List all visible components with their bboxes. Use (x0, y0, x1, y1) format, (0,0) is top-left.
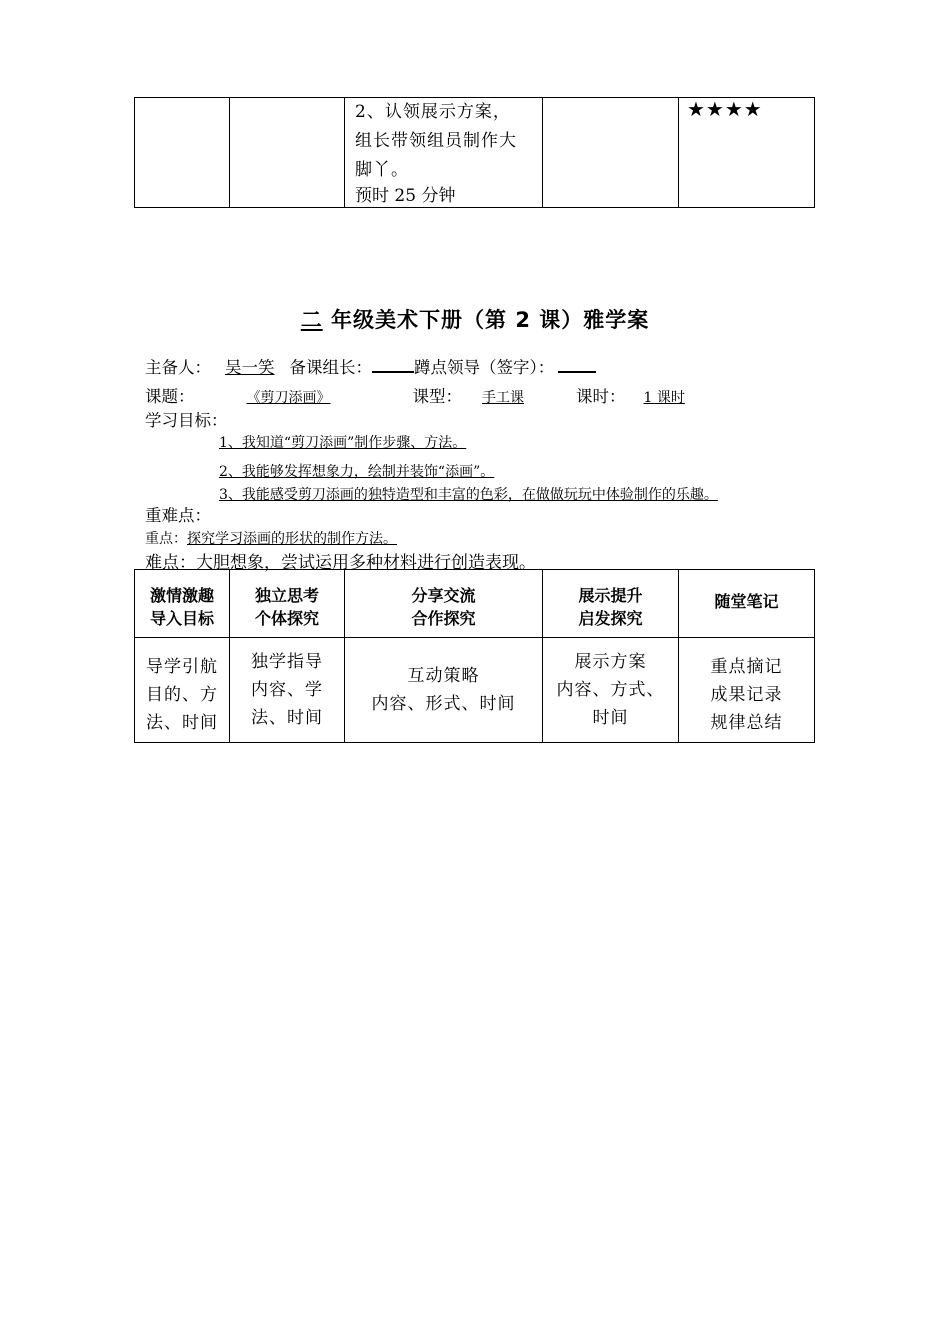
page-title (0, 304, 950, 334)
top-cell-4 (543, 98, 679, 208)
preparer-line (145, 354, 596, 378)
header-cell (543, 570, 679, 638)
title-grade: 二 (300, 308, 323, 332)
task-time-note: 预时 25 分钟 (355, 186, 456, 206)
hours-value: 1 课时 (643, 390, 685, 406)
type-value: 手工课 (482, 390, 524, 406)
difficulty-label: 重难点： (145, 506, 211, 525)
preparer-label: 主备人： (145, 358, 211, 377)
title-rest: 年级美术下册（第 2 课）雅学案 (322, 308, 650, 332)
body-line: 互动策略 (407, 666, 480, 686)
body-line: 规律总结 (710, 713, 783, 733)
leader-label: 备课组长： (289, 358, 372, 377)
body-cell (543, 638, 679, 743)
supervisor-label: 蹲点领导（签字）： (414, 358, 555, 377)
goal-item: 3、我能感受剪刀添画的独特造型和丰富的色彩，在做做玩玩中体验制作的乐趣。 (219, 487, 718, 503)
header-line: 激情激趣 (149, 585, 214, 605)
body-cell (230, 638, 345, 743)
body-line: 目的、方 (146, 685, 218, 705)
header-line: 合作探究 (411, 608, 476, 628)
header-line: 展示提升 (578, 585, 643, 605)
leader-blank (372, 357, 414, 373)
body-line: 法、时间 (251, 708, 323, 728)
header-line: 导入目标 (149, 608, 214, 628)
task-line: 组长带领组员制作大 (355, 131, 517, 151)
key-point-text: 探究学习添画的形状的制作方法。 (187, 531, 397, 547)
body-line: 导学引航 (146, 657, 218, 677)
goal-item: 2、我能够发挥想象力，绘制并装饰“添画”。 (219, 464, 495, 480)
header-cell (345, 570, 543, 638)
body-cell (679, 638, 815, 743)
goals-label: 学习目标： (145, 411, 228, 430)
body-line: 时间 (592, 708, 629, 728)
star-rating: ★★★★ (687, 97, 763, 121)
preparer-name: 吴一笑 (225, 358, 275, 377)
topic-label: 课题： (145, 387, 195, 406)
body-line: 内容、形式、时间 (371, 694, 516, 714)
top-cell-2 (230, 98, 345, 208)
hard-point-label: 难点： (145, 553, 196, 573)
top-continuation-table (134, 97, 815, 208)
lesson-info-line (145, 383, 714, 407)
type-label: 课型： (412, 387, 462, 406)
lesson-structure-table (134, 569, 815, 743)
key-point-line (145, 528, 397, 548)
key-point-label: 重点： (145, 531, 187, 547)
task-line: 2、认领展示方案， (355, 102, 511, 122)
body-line: 内容、方式、 (556, 680, 665, 700)
header-cell (135, 570, 230, 638)
topic-value: 《剪刀添画》 (246, 390, 331, 406)
hard-point-text: 大胆想象，尝试运用多种材料进行创造表现。 (196, 553, 536, 573)
body-line: 展示方案 (574, 652, 647, 672)
top-cell-1 (135, 98, 230, 208)
header-line: 独立思考 (254, 585, 319, 605)
body-line: 成果记录 (710, 685, 783, 705)
header-line: 随堂笔记 (714, 592, 779, 611)
top-cell-rating (679, 98, 815, 208)
body-line: 独学指导 (251, 652, 323, 672)
hours-label: 课时： (576, 387, 626, 406)
body-line: 法、时间 (146, 713, 218, 733)
top-cell-task (345, 98, 543, 208)
goal-item: 1、我知道“剪刀添画”制作步骤、方法。 (219, 435, 467, 451)
header-cell (230, 570, 345, 638)
supervisor-blank (558, 357, 596, 373)
body-line: 内容、学 (251, 680, 323, 700)
header-line: 个体探究 (254, 608, 319, 628)
header-cell (679, 570, 815, 638)
body-cell (135, 638, 230, 743)
header-line: 启发探究 (578, 608, 643, 628)
header-line: 分享交流 (411, 585, 476, 605)
body-line: 重点摘记 (710, 657, 783, 677)
task-line: 脚丫。 (355, 160, 409, 180)
body-cell (345, 638, 543, 743)
